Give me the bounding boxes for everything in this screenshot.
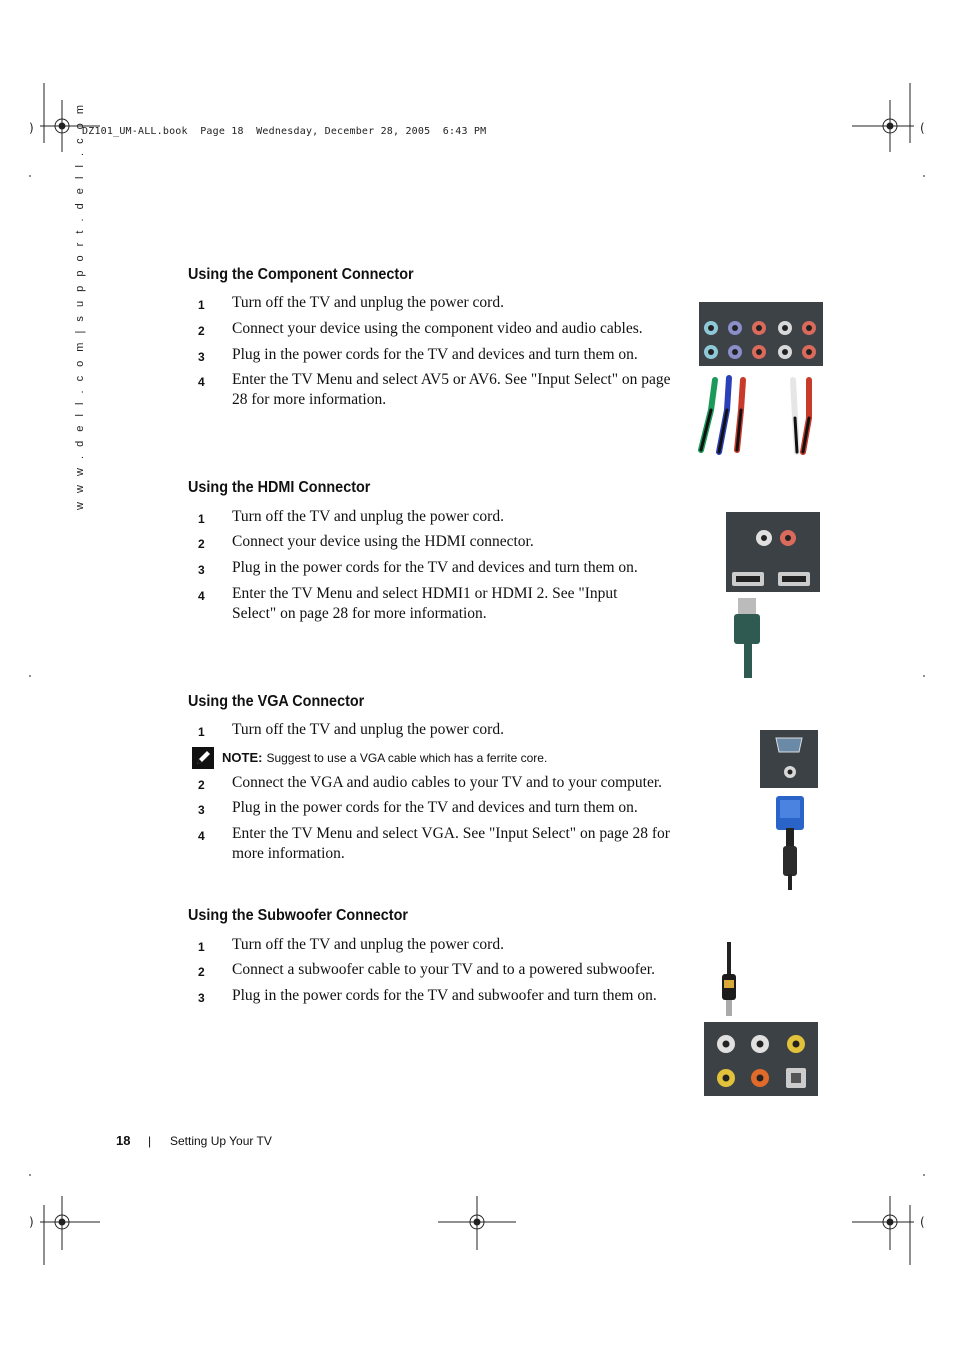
note [222, 749, 547, 767]
step-number: 1 [198, 298, 205, 312]
step-number: 4 [198, 375, 205, 389]
step-text: Connect your device using the HDMI connector. [232, 533, 534, 550]
sidebar-url: w w w . d e l l . c o m | s u p p o r t . d e l l . c o m [74, 102, 86, 510]
page-number: 18 [116, 1133, 131, 1148]
step-text: Connect the VGA and audio cables to your TV and to your computer. [232, 774, 663, 791]
section-heading-vga: Using the VGA Connector [188, 693, 365, 710]
section-heading-subwoofer: Using the Subwoofer Connector [188, 907, 409, 924]
step-number: 3 [198, 803, 205, 817]
note-text: Suggest to use a VGA cable which has a ferrite core. [266, 751, 548, 765]
hdmi-connector-illustration [724, 510, 824, 680]
step-number: 2 [198, 965, 205, 979]
step-number: 1 [198, 940, 205, 954]
step-number: 4 [198, 589, 205, 603]
step-text: Enter the TV Menu and select HDMI1 or HDMI 2. See "Input Select" on page 28 for more information. [232, 585, 618, 622]
step-number: 2 [198, 324, 205, 338]
step-text: Connect a subwoofer cable to your TV and to a powered subwoofer. [232, 961, 655, 978]
footer-separator: | [148, 1134, 152, 1148]
step-text: Turn off the TV and unplug the power cord. [232, 721, 504, 738]
step-number: 2 [198, 778, 205, 792]
note-pencil-icon [192, 747, 214, 769]
svg-text:(: ( [920, 1215, 925, 1229]
step-number: 3 [198, 991, 205, 1005]
svg-text:(: ( [920, 121, 925, 135]
step-number: 2 [198, 537, 205, 551]
step-text: Plug in the power cords for the TV and devices and turn them on. [232, 346, 638, 363]
step-number: 3 [198, 350, 205, 364]
step-number: 1 [198, 512, 205, 526]
step-text: Connect your device using the component video and audio cables. [232, 320, 643, 337]
step-text: Turn off the TV and unplug the power cord. [232, 294, 504, 311]
subwoofer-connector-illustration [702, 940, 822, 1100]
component-connector-illustration [697, 300, 825, 460]
step-number: 4 [198, 829, 205, 843]
step-number: 1 [198, 725, 205, 739]
step-text: Enter the TV Menu and select VGA. See "Input Select" on page 28 for more information. [232, 825, 670, 862]
step-number: 3 [198, 563, 205, 577]
section-heading-component: Using the Component Connector [188, 266, 414, 283]
step-text: Turn off the TV and unplug the power cord. [232, 936, 504, 953]
step-text: Turn off the TV and unplug the power cord. [232, 508, 504, 525]
book-header-line: DZ101_UM-ALL.book Page 18 Wednesday, December 28, 2005 6:43 PM [82, 126, 487, 137]
note-label: NOTE: [222, 750, 263, 765]
svg-text:): ) [29, 121, 34, 135]
step-text: Plug in the power cords for the TV and devices and turn them on. [232, 799, 638, 816]
chapter-title: Setting Up Your TV [170, 1134, 272, 1148]
svg-text:): ) [29, 1215, 34, 1229]
step-text: Plug in the power cords for the TV and devices and turn them on. [232, 559, 638, 576]
vga-connector-illustration [758, 728, 822, 893]
step-text: Enter the TV Menu and select AV5 or AV6. See "Input Select" on page 28 for more information. [232, 371, 671, 408]
step-text: Plug in the power cords for the TV and subwoofer and turn them on. [232, 987, 657, 1004]
section-heading-hdmi: Using the HDMI Connector [188, 479, 371, 496]
